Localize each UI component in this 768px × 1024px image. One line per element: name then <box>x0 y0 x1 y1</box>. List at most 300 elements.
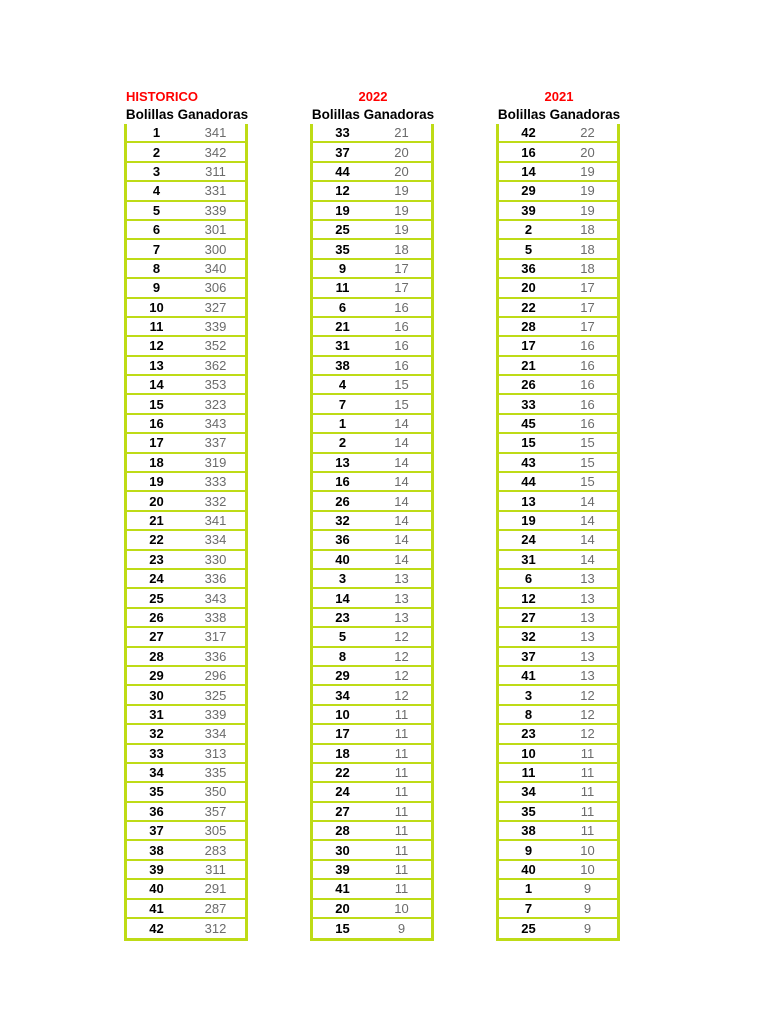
table-row <box>499 240 617 259</box>
win-count: 14 <box>394 435 409 451</box>
win-count: 336 <box>204 571 227 587</box>
ball-number: 12 <box>149 338 164 354</box>
ball-number: 22 <box>335 765 350 781</box>
table-row <box>313 531 431 550</box>
win-count: 9 <box>583 881 592 897</box>
win-count: 283 <box>204 842 227 858</box>
table-row <box>127 318 245 337</box>
ball-number: 35 <box>149 784 164 800</box>
table-row <box>127 686 245 705</box>
win-count: 11 <box>580 803 595 819</box>
table-row <box>313 900 431 919</box>
ball-number: 19 <box>149 474 164 490</box>
win-count: 300 <box>204 241 227 257</box>
ball-number: 21 <box>149 513 164 528</box>
win-count: 16 <box>394 319 409 335</box>
table-row <box>313 434 431 453</box>
ball-number: 17 <box>521 338 536 354</box>
table-row <box>127 822 245 841</box>
win-count: 9 <box>397 921 406 937</box>
table-row <box>313 589 431 608</box>
win-count: 14 <box>394 474 409 490</box>
ball-number: 19 <box>521 513 536 528</box>
table-row <box>499 841 617 860</box>
table-rows <box>124 124 248 941</box>
win-count: 311 <box>205 862 226 878</box>
win-count: 335 <box>204 765 227 781</box>
table-row <box>499 667 617 686</box>
win-count: 323 <box>204 396 227 412</box>
win-count: 331 <box>204 183 227 199</box>
table-row <box>127 667 245 686</box>
table-row <box>499 473 617 492</box>
win-count: 342 <box>204 144 227 160</box>
win-count: 20 <box>394 163 409 179</box>
ball-number: 3 <box>152 163 161 179</box>
ball-number: 31 <box>521 551 536 567</box>
ball-number: 39 <box>521 202 536 218</box>
table-row <box>127 279 245 298</box>
ball-number: 33 <box>335 125 350 141</box>
ball-number: 31 <box>149 706 164 722</box>
ball-number: 9 <box>152 280 161 296</box>
win-count: 336 <box>204 648 227 664</box>
table-row <box>499 628 617 647</box>
table-row <box>313 648 431 667</box>
ball-number: 40 <box>149 881 164 897</box>
ball-number: 29 <box>335 668 350 684</box>
table-row <box>499 221 617 240</box>
ball-number: 22 <box>521 299 536 315</box>
ball-number: 27 <box>335 803 350 819</box>
table-row <box>313 512 431 531</box>
table-row <box>499 880 617 899</box>
table-row <box>313 143 431 162</box>
win-count: 12 <box>580 687 595 703</box>
ball-number: 39 <box>149 862 164 878</box>
win-count: 12 <box>394 648 409 664</box>
ball-number: 30 <box>149 687 164 703</box>
table-row <box>127 473 245 492</box>
ball-number: 14 <box>335 590 350 606</box>
table-row <box>313 492 431 511</box>
win-count: 16 <box>580 377 595 393</box>
ball-number: 39 <box>335 862 350 878</box>
win-count: 13 <box>580 629 595 645</box>
table-row <box>499 299 617 318</box>
ball-number: 37 <box>149 823 164 839</box>
ball-number: 28 <box>149 648 164 664</box>
ball-number: 5 <box>338 629 347 645</box>
table-row <box>313 221 431 240</box>
table-row <box>313 551 431 570</box>
ball-number: 41 <box>335 881 350 897</box>
ball-number: 36 <box>521 260 536 276</box>
win-count: 11 <box>394 784 409 800</box>
table-row <box>313 667 431 686</box>
win-count: 14 <box>580 493 595 509</box>
table-row <box>313 395 431 414</box>
table-row <box>127 357 245 376</box>
win-count: 306 <box>204 280 227 296</box>
win-count: 332 <box>204 493 227 509</box>
ball-number: 11 <box>521 765 536 781</box>
win-count: 14 <box>580 551 595 567</box>
table-row <box>313 260 431 279</box>
table-row <box>127 240 245 259</box>
win-count: 13 <box>394 609 409 625</box>
win-count: 15 <box>580 474 595 490</box>
table-header: Bolillas Ganadoras <box>311 107 435 122</box>
ball-number: 25 <box>521 921 536 937</box>
win-count: 13 <box>580 590 595 606</box>
ball-number: 30 <box>335 842 350 858</box>
win-count: 339 <box>204 319 227 335</box>
table-2021 <box>494 88 624 941</box>
ball-number: 14 <box>521 163 536 179</box>
ball-number: 26 <box>149 609 164 625</box>
ball-number: 34 <box>149 765 164 781</box>
win-count: 317 <box>204 629 227 645</box>
win-count: 334 <box>204 726 227 742</box>
table-row <box>499 861 617 880</box>
table-row <box>313 318 431 337</box>
table-row <box>313 124 431 143</box>
ball-number: 33 <box>149 745 164 761</box>
table-row <box>499 745 617 764</box>
win-count: 339 <box>204 202 227 218</box>
table-row <box>127 337 245 356</box>
win-count: 340 <box>204 260 227 276</box>
table-row <box>499 589 617 608</box>
ball-number: 23 <box>149 551 164 567</box>
win-count: 15 <box>394 377 409 393</box>
ball-number: 35 <box>335 241 350 257</box>
table-row <box>127 880 245 899</box>
table-row <box>313 163 431 182</box>
win-count: 15 <box>394 396 409 412</box>
table-row <box>499 900 617 919</box>
win-count: 10 <box>394 900 409 916</box>
table-row <box>499 357 617 376</box>
ball-number: 20 <box>149 493 164 509</box>
table-row <box>127 841 245 860</box>
win-count: 12 <box>394 668 409 684</box>
ball-number: 9 <box>338 260 347 276</box>
table-row <box>127 434 245 453</box>
win-count: 312 <box>204 921 227 937</box>
ball-number: 6 <box>152 222 161 238</box>
ball-number: 13 <box>335 454 350 470</box>
win-count: 18 <box>580 222 595 238</box>
table-row <box>127 900 245 919</box>
ball-number: 24 <box>335 784 350 800</box>
table-row <box>127 260 245 279</box>
table-row <box>499 609 617 628</box>
ball-number: 7 <box>152 241 161 257</box>
ball-number: 36 <box>149 803 164 819</box>
ball-number: 4 <box>338 377 347 393</box>
table-row <box>499 337 617 356</box>
table-row <box>499 202 617 221</box>
table-row <box>127 182 245 201</box>
win-count: 325 <box>204 687 227 703</box>
win-count: 21 <box>394 125 409 141</box>
table-row <box>127 531 245 550</box>
table-row <box>127 221 245 240</box>
table-row <box>127 376 245 395</box>
table-row <box>127 570 245 589</box>
table-row <box>313 861 431 880</box>
table-row <box>499 531 617 550</box>
ball-number: 1 <box>152 125 161 141</box>
ball-number: 9 <box>524 842 533 858</box>
win-count: 16 <box>580 357 595 373</box>
table-row <box>499 182 617 201</box>
ball-number: 41 <box>149 900 164 916</box>
win-count: 9 <box>583 900 592 916</box>
ball-number: 7 <box>338 396 347 412</box>
table-header: Bolillas Ganadoras <box>125 107 249 122</box>
table-row <box>499 919 617 938</box>
table-row <box>127 454 245 473</box>
ball-number: 44 <box>335 163 350 179</box>
ball-number: 10 <box>149 299 164 315</box>
table-row <box>313 357 431 376</box>
ball-number: 13 <box>521 493 536 509</box>
ball-number: 35 <box>521 803 536 819</box>
table-row <box>127 609 245 628</box>
win-count: 14 <box>394 454 409 470</box>
win-count: 350 <box>204 784 227 800</box>
win-count: 11 <box>394 803 409 819</box>
win-count: 330 <box>204 551 227 567</box>
ball-number: 37 <box>521 648 536 664</box>
table-row <box>313 783 431 802</box>
ball-number: 19 <box>335 202 350 218</box>
ball-number: 16 <box>335 474 350 490</box>
ball-number: 7 <box>524 900 533 916</box>
win-count: 15 <box>580 435 595 451</box>
table-row <box>499 822 617 841</box>
ball-number: 41 <box>521 668 536 684</box>
table-row <box>313 454 431 473</box>
ball-number: 1 <box>524 881 533 897</box>
table-row <box>499 376 617 395</box>
win-count: 13 <box>580 668 595 684</box>
table-row <box>313 822 431 841</box>
ball-number: 25 <box>149 590 164 606</box>
ball-number: 45 <box>521 416 536 432</box>
win-count: 333 <box>204 474 227 490</box>
table-row <box>127 589 245 608</box>
win-count: 19 <box>580 183 595 199</box>
table-rows <box>496 124 620 941</box>
table-row <box>127 492 245 511</box>
table-row <box>127 551 245 570</box>
table-title: HISTORICO <box>126 89 198 104</box>
table-row <box>499 163 617 182</box>
ball-number: 43 <box>521 454 536 470</box>
ball-number: 21 <box>335 319 350 335</box>
win-count: 14 <box>394 416 409 432</box>
win-count: 14 <box>394 513 409 528</box>
win-count: 19 <box>580 202 595 218</box>
table-row <box>127 415 245 434</box>
ball-number: 18 <box>335 745 350 761</box>
win-count: 319 <box>204 454 227 470</box>
table-row <box>499 454 617 473</box>
ball-number: 31 <box>335 338 350 354</box>
win-count: 17 <box>580 299 595 315</box>
ball-number: 2 <box>338 435 347 451</box>
win-count: 11 <box>394 881 409 897</box>
table-row <box>313 202 431 221</box>
ball-number: 20 <box>335 900 350 916</box>
ball-number: 23 <box>521 726 536 742</box>
table-row <box>499 318 617 337</box>
win-count: 17 <box>580 280 595 296</box>
table-row <box>313 473 431 492</box>
win-count: 18 <box>394 241 409 257</box>
ball-number: 44 <box>521 474 536 490</box>
ball-number: 28 <box>335 823 350 839</box>
ball-number: 42 <box>521 125 536 141</box>
win-count: 11 <box>394 823 409 839</box>
win-count: 13 <box>580 609 595 625</box>
table-row <box>127 143 245 162</box>
ball-number: 25 <box>335 222 350 238</box>
table-row <box>127 706 245 725</box>
win-count: 14 <box>580 532 595 548</box>
win-count: 311 <box>205 163 226 179</box>
table-row <box>499 279 617 298</box>
table-row <box>127 648 245 667</box>
win-count: 22 <box>580 125 595 141</box>
win-count: 16 <box>394 338 409 354</box>
win-count: 13 <box>394 571 409 587</box>
table-row <box>499 143 617 162</box>
ball-number: 40 <box>521 862 536 878</box>
table-row <box>313 182 431 201</box>
table-row <box>313 337 431 356</box>
win-count: 16 <box>580 396 595 412</box>
win-count: 19 <box>394 183 409 199</box>
win-count: 19 <box>394 222 409 238</box>
table-row <box>127 512 245 531</box>
ball-number: 11 <box>149 319 164 335</box>
ball-number: 32 <box>335 513 350 528</box>
win-count: 19 <box>580 163 595 179</box>
ball-number: 37 <box>335 144 350 160</box>
table-row <box>127 124 245 143</box>
table-row <box>127 919 245 938</box>
win-count: 11 <box>580 765 595 781</box>
table-row <box>127 299 245 318</box>
win-count: 341 <box>204 513 227 528</box>
ball-number: 15 <box>149 396 164 412</box>
win-count: 11 <box>580 823 595 839</box>
ball-number: 12 <box>521 590 536 606</box>
win-count: 17 <box>394 260 409 276</box>
win-count: 343 <box>204 416 227 432</box>
ball-number: 8 <box>152 260 161 276</box>
ball-number: 36 <box>335 532 350 548</box>
table-row <box>127 395 245 414</box>
ball-number: 42 <box>149 921 164 937</box>
ball-number: 3 <box>338 571 347 587</box>
win-count: 339 <box>204 706 227 722</box>
win-count: 12 <box>580 726 595 742</box>
table-row <box>127 783 245 802</box>
ball-number: 40 <box>335 551 350 567</box>
ball-number: 16 <box>149 416 164 432</box>
win-count: 296 <box>204 668 227 684</box>
table-row <box>499 395 617 414</box>
win-count: 14 <box>394 532 409 548</box>
table-row <box>313 415 431 434</box>
win-count: 12 <box>394 629 409 645</box>
ball-number: 28 <box>521 319 536 335</box>
win-count: 16 <box>580 416 595 432</box>
win-count: 337 <box>204 435 227 451</box>
ball-number: 20 <box>521 280 536 296</box>
win-count: 313 <box>204 745 227 761</box>
table-title: 2022 <box>358 89 388 104</box>
ball-number: 10 <box>335 706 350 722</box>
win-count: 301 <box>204 222 227 238</box>
ball-number: 32 <box>149 726 164 742</box>
win-count: 16 <box>394 299 409 315</box>
ball-number: 26 <box>521 377 536 393</box>
table-row <box>313 299 431 318</box>
ball-number: 38 <box>335 357 350 373</box>
table-row <box>499 512 617 531</box>
table-row <box>127 764 245 783</box>
ball-number: 1 <box>338 416 347 432</box>
ball-number: 5 <box>524 241 533 257</box>
win-count: 11 <box>394 745 409 761</box>
table-row <box>499 124 617 143</box>
ball-number: 8 <box>524 706 533 722</box>
win-count: 12 <box>394 687 409 703</box>
table-row <box>499 764 617 783</box>
win-count: 11 <box>580 784 595 800</box>
table-row <box>313 240 431 259</box>
ball-number: 12 <box>335 183 350 199</box>
win-count: 343 <box>204 590 227 606</box>
win-count: 11 <box>394 765 409 781</box>
table-row <box>127 803 245 822</box>
ball-number: 2 <box>524 222 533 238</box>
table-row <box>499 551 617 570</box>
table-row <box>313 725 431 744</box>
win-count: 352 <box>204 338 227 354</box>
ball-number: 22 <box>149 532 164 548</box>
table-header: Bolillas Ganadoras <box>497 107 621 122</box>
ball-number: 26 <box>335 493 350 509</box>
ball-number: 4 <box>152 183 161 199</box>
ball-number: 24 <box>521 532 536 548</box>
table-row <box>313 841 431 860</box>
table-row <box>313 570 431 589</box>
win-count: 341 <box>204 125 227 141</box>
win-count: 362 <box>204 357 227 373</box>
win-count: 11 <box>394 842 409 858</box>
win-count: 14 <box>394 493 409 509</box>
ball-number: 5 <box>152 202 161 218</box>
table-row <box>127 725 245 744</box>
